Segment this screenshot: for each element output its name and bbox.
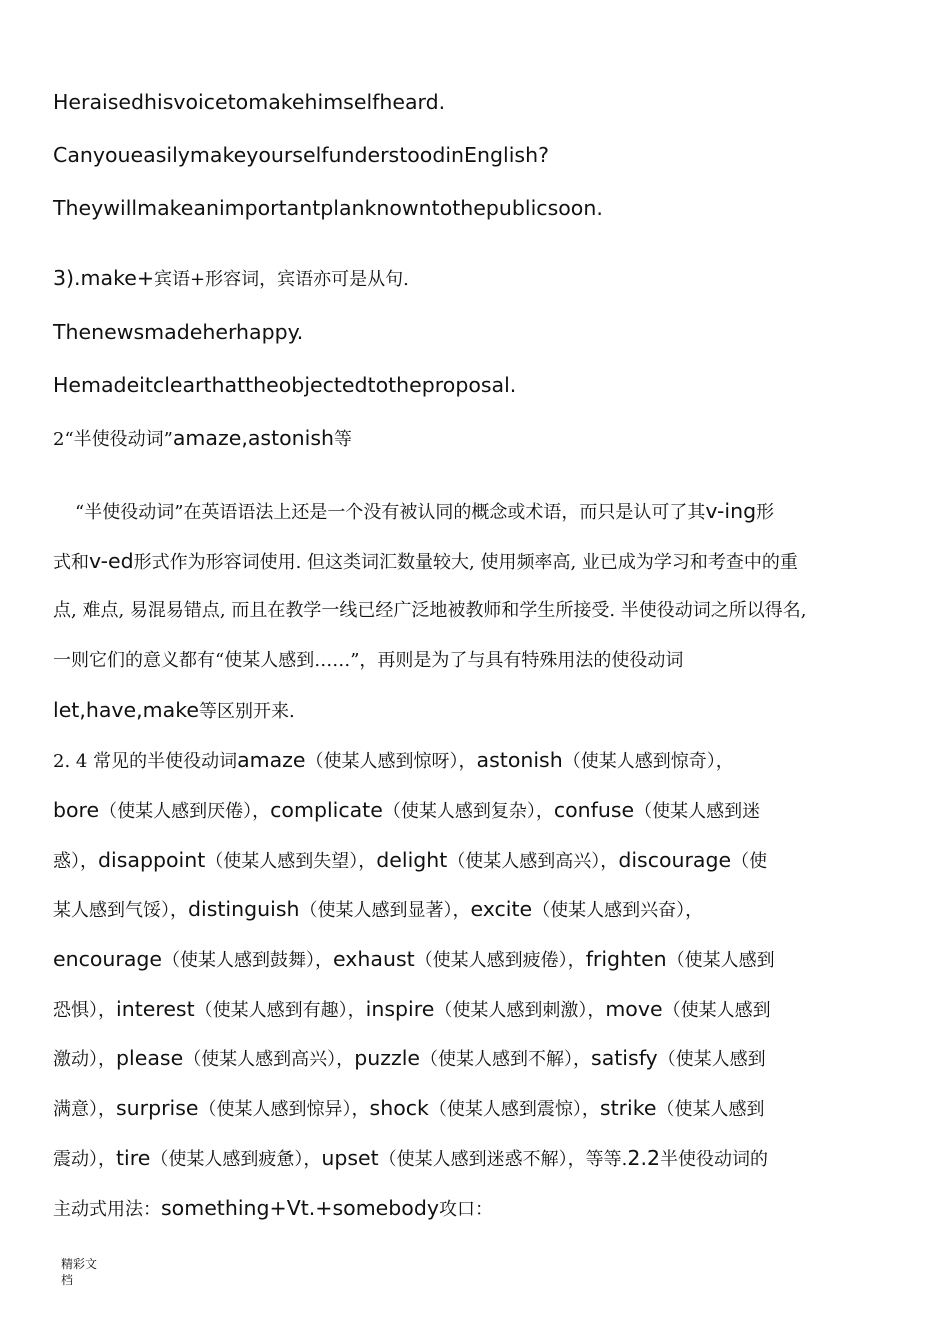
list-text: （使某人感到 — [657, 1049, 766, 1070]
section-3-heading — [53, 266, 409, 292]
list-text: （使某人感到高兴）， — [447, 851, 619, 872]
list-verb: tire — [116, 1146, 151, 1170]
footer-line-2: 档 — [61, 1273, 74, 1287]
verb-list-line-2 — [53, 798, 760, 824]
list-text: （使某人感到惊奇）， — [562, 751, 734, 772]
verb-list-line-1 — [53, 748, 734, 774]
list-text: 攻口： — [438, 1199, 493, 1220]
list-text: （使某人感到迷 — [634, 801, 761, 822]
list-verb: excite — [470, 897, 533, 921]
list-text: （使某人感到厌倦）， — [99, 801, 271, 822]
list-verb: bore — [53, 798, 100, 822]
list-text: （使某人感到显著）， — [299, 900, 471, 921]
verb-list-line-7 — [53, 1046, 766, 1072]
para-text: 式和 — [53, 552, 89, 573]
list-text: （使某人感到失望）， — [205, 851, 377, 872]
example-line-3: Theywillmakeanimportantplanknowntothepublicsoon. — [53, 196, 603, 220]
list-text: （使某人感到惊异）， — [198, 1099, 370, 1120]
section-3-heading-en: 3).make+ — [53, 266, 155, 290]
list-verb: complicate — [270, 798, 383, 822]
list-text: （使某人感到不解）， — [420, 1049, 592, 1070]
section-2-heading — [53, 426, 352, 452]
list-text: （使某人感到兴奋）， — [532, 900, 704, 921]
para-term: v-ing — [705, 499, 757, 523]
section-3-heading-cn: 宾语+形容词，宾语亦可是从句. — [154, 269, 409, 290]
list-text: 激动）， — [53, 1049, 116, 1070]
list-verb: discourage — [618, 848, 732, 872]
list-verb: upset — [321, 1146, 379, 1170]
list-text: 惑）， — [53, 851, 98, 872]
section-2-heading-a: 2“半使役动词” — [53, 429, 173, 450]
list-text: 主动式用法： — [53, 1199, 161, 1220]
list-verb: satisfy — [591, 1046, 658, 1070]
list-text: （使某人感到迷惑不解），等等. — [378, 1149, 628, 1170]
list-text: （使某人感到 — [656, 1099, 765, 1120]
list-text: 某人感到气馁）， — [53, 900, 188, 921]
verb-list-line-6 — [53, 997, 771, 1023]
list-verb: amaze — [237, 748, 306, 772]
para-term: let,have,make — [53, 698, 199, 722]
list-text: （使 — [731, 851, 768, 872]
list-verb: interest — [116, 997, 195, 1021]
verb-list-line-4 — [53, 897, 703, 923]
para-text: 形 — [756, 502, 775, 523]
list-text: （使某人感到鼓舞）， — [162, 950, 334, 971]
para-text: “半使役动词”在英语语法上还是一个没有被认同的概念或术语，而只是认可了其 — [75, 502, 706, 523]
list-verb: strike — [599, 1096, 657, 1120]
list-text: （使某人感到有趣）， — [194, 1000, 366, 1021]
verb-list-line-3 — [53, 848, 767, 874]
list-text: （使某人感到惊呀）， — [305, 751, 477, 772]
formula: something+Vt.+somebody — [161, 1196, 439, 1220]
list-verb: confuse — [553, 798, 635, 822]
list-text: （使某人感到震惊）， — [428, 1099, 600, 1120]
verb-list-line-10 — [53, 1196, 493, 1222]
list-text: （使某人感到 — [662, 1000, 771, 1021]
list-text: （使某人感到高兴）， — [183, 1049, 355, 1070]
list-text: （使某人感到复杂）， — [382, 801, 554, 822]
list-verb: surprise — [116, 1096, 199, 1120]
list-verb: shock — [369, 1096, 429, 1120]
list-text: 2. 4 常见的半使役动词 — [53, 751, 238, 772]
footer-line-1: 精彩文 — [61, 1257, 98, 1271]
list-verb: delight — [376, 848, 448, 872]
list-verb: astonish — [476, 748, 563, 772]
para-line-5 — [53, 698, 295, 724]
list-verb: exhaust — [333, 947, 415, 971]
list-verb: move — [605, 997, 663, 1021]
list-text: （使某人感到疲惫）， — [150, 1149, 322, 1170]
verb-list-line-8 — [53, 1096, 765, 1122]
example-line-2: CanyoueasilymakeyourselfunderstoodinEnglish? — [53, 143, 549, 167]
list-text: 半使役动词的 — [660, 1149, 769, 1170]
para-term: v-ed — [89, 549, 134, 573]
list-verb: frighten — [585, 947, 667, 971]
verb-list-line-9 — [53, 1146, 768, 1172]
section-number: 2.2 — [627, 1146, 661, 1170]
example-line-5: Hemadeitclearthattheobjectedtotheproposal. — [53, 373, 517, 397]
example-line-4: Thenewsmadeherhappy. — [53, 320, 304, 344]
section-2-heading-c: 等 — [334, 429, 353, 450]
para-text: 等区别开来. — [198, 701, 295, 722]
list-text: 恐惧）， — [53, 1000, 116, 1021]
list-verb: encourage — [53, 947, 163, 971]
verb-list-line-5 — [53, 947, 775, 973]
para-line-4: 一则它们的意义都有“使某人感到……”，再则是为了与具有特殊用法的使役动词 — [53, 650, 684, 671]
example-line-1: Heraisedhisvoicetomakehimselfheard. — [53, 90, 446, 114]
list-verb: disappoint — [98, 848, 206, 872]
list-verb: please — [116, 1046, 184, 1070]
section-2-heading-b: amaze,astonish — [172, 426, 335, 450]
para-line-2 — [53, 549, 798, 575]
footer-watermark — [61, 1256, 109, 1288]
list-verb: puzzle — [354, 1046, 421, 1070]
list-verb: distinguish — [188, 897, 300, 921]
list-text: （使某人感到 — [666, 950, 775, 971]
list-text: 震动）， — [53, 1149, 116, 1170]
list-text: （使某人感到刺激）， — [434, 1000, 606, 1021]
list-verb: inspire — [365, 997, 435, 1021]
list-text: 满意）， — [53, 1099, 116, 1120]
para-line-3: 点, 难点, 易混易错点, 而且在教学一线已经广泛地被教师和学生所接受. 半使役动词之所以得名, — [53, 600, 807, 621]
para-text: 形式作为形容词使用. 但这类词汇数量较大, 使用频率高, 业已成为学习和考查中的重 — [133, 552, 798, 573]
list-text: （使某人感到疲倦）， — [414, 950, 586, 971]
para-line-1 — [75, 499, 774, 525]
